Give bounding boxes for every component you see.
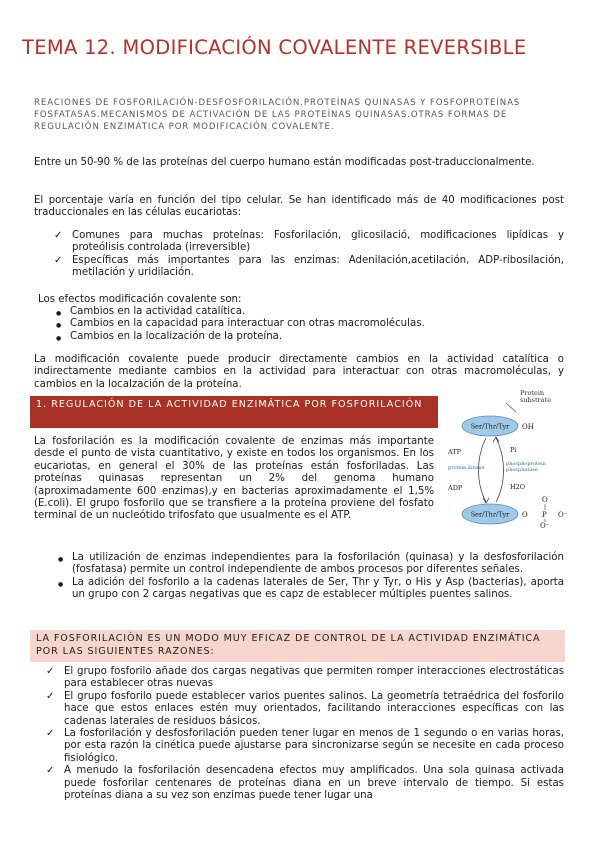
figure-phosphatase-label-1: phosphoprotein bbox=[506, 461, 546, 467]
list-item-text: Cambios en la actividad catalítica. bbox=[70, 306, 246, 317]
bullet-icon: ● bbox=[56, 334, 62, 342]
list-item-text: La fosforilación y desfosforilación pueden tener lugar en menos de 1 segundo o en varias horas, por esta razón la cinética puede ajustarse para sincronizarse según se necesite en cada proceso fisiológico. bbox=[64, 728, 564, 764]
list-item bbox=[54, 552, 564, 577]
list-item-text: Comunes para muchas proteínas: Fosforilación, glicosilació, modificaciones lipídicas y proteólisis controlada (irreversible) bbox=[72, 230, 564, 254]
list-item-text: El grupo fosforilo puede establecer varios puentes salinos. La geometría tetraédrica del fosforilo hace que estos enlaces estén muy orientados, facilitando interacciones específicas con las cadenas laterales de residuos básicos. bbox=[64, 690, 564, 727]
figure-kinase-arrowhead bbox=[483, 498, 489, 503]
bullet-icon: ● bbox=[56, 310, 62, 317]
figure-label-protein: Protein bbox=[520, 389, 545, 397]
list-item-text: Cambios en la localización de la proteína. bbox=[70, 330, 283, 342]
list-item-text: El grupo fosforilo añade dos cargas negativas que permiten romper interacciones electrostáticas para establecer otras nuevas bbox=[64, 666, 564, 690]
figure-atp: ATP bbox=[448, 448, 462, 456]
figure-water: H2O bbox=[510, 483, 526, 491]
bullet-icon: ● bbox=[58, 580, 64, 588]
effects-intro: Los efectos modificación covalente son: bbox=[38, 294, 242, 305]
figure-phosphatase-label-2: phosphatase bbox=[506, 467, 538, 473]
bullet-icon: ● bbox=[58, 556, 64, 563]
list-item-text: Específicas más importantes para las enzimas: Adenilación,acetilación, ADP-ribosilación, metilación y uridilación. bbox=[72, 254, 564, 279]
figure-o-label: O bbox=[522, 511, 528, 519]
figure-phosphatase-arrow bbox=[496, 438, 504, 502]
page-subtitle: REACIONES DE FOSFORILACIÓN-DESFOSFORILACIÓN.PROTEÍNAS QUINASAS Y FOSFOPROTEÍNAS FOSFATASAS.MECANISMOS DE ACTIVACIÓN DE LAS PROTEÍNAS QUINASAS.OTRAS FORMAS DE REGULACIÓN ENZIMÁTICA POR MODIFICACIÓN COVALENTE. bbox=[34, 98, 521, 132]
list-item-text: La utilización de enzimas independientes para la fosforilación (quinasa) y la desfosforilación (fosfatasa) permite un control independiente de ambos procesos por diferentes señales. bbox=[72, 552, 564, 576]
intro-paragraph-3: La modificación covalente puede producir directamente cambios en la actividad catalítica o indirectamente mediante cambios en la actividad para interactuar con otras macromoléculas, y cambios en la localzación de la proteína. bbox=[34, 354, 564, 390]
figure-pointer-line bbox=[506, 403, 516, 412]
bullet-icon: ● bbox=[56, 322, 62, 330]
figure-adp: ADP bbox=[448, 484, 463, 492]
figure-o-minus: O⁻ bbox=[558, 511, 568, 519]
list-item bbox=[46, 691, 564, 728]
list-item bbox=[52, 318, 552, 330]
section-2-heading: LA FOSFORILACIÒN ES UN MODO MUY EFICAZ DE CONTROL DE LA ACTIVIDAD ENZIMÁTICA POR LAS SIGUIENTES RAZONES: bbox=[30, 630, 565, 662]
figure-kinase-label: protein kinase bbox=[448, 465, 485, 471]
check-icon: ✓ bbox=[46, 666, 55, 677]
effects-list bbox=[52, 306, 552, 343]
figure-phosphatase-arrowhead bbox=[493, 437, 499, 442]
list-item bbox=[52, 331, 552, 343]
list-item bbox=[46, 765, 564, 802]
figure-o-bottom: O⁻ bbox=[540, 522, 550, 528]
section-1-paragraph: La fosforilación es la modificación covalente de enzimas más importante desde el punto de vista cuantitativo, y existe en todos los organismos. En los eucariotas, en general el 30% de las proteínas están fosforiladas. Las proteínas quinasas representan un 2% del genoma humano (aproximadamente 600 enzimas),y en bacterias aproximadamente el 1,5% (E.coli). El grupo fosforilo que se transfiere a la proteína proviene del fosfato terminal de un nucleótido trifosfato que usualmente es el ATP. bbox=[34, 436, 434, 522]
figure-top-group: OH bbox=[522, 423, 534, 431]
intro-paragraph-1: Entre un 50-90 % de las proteínas del cuerpo humano están modificadas post-traduccionalmente. bbox=[34, 157, 535, 168]
check-icon: ✓ bbox=[46, 765, 55, 777]
list-item bbox=[46, 728, 564, 765]
check-icon: ✓ bbox=[54, 230, 63, 241]
figure-top-residue: Ser/Thr/Tyr bbox=[470, 422, 510, 431]
section-1-heading: 1. REGULACIÓN DE LA ACTIVIDAD ENZIMÁTICA POR FOSFORILACIÓN bbox=[30, 396, 438, 428]
modification-checklist bbox=[54, 230, 564, 280]
check-icon: ✓ bbox=[54, 254, 63, 266]
list-item-text: Cambios en la capacidad para interactuar con otras macromoléculas. bbox=[70, 318, 425, 330]
list-item bbox=[46, 666, 564, 691]
figure-bottom-residue: Ser/Thr/Tyr bbox=[470, 510, 510, 519]
figure-p-label: P bbox=[542, 511, 547, 519]
list-item bbox=[54, 577, 564, 602]
figure-pi: Pi bbox=[510, 446, 517, 454]
page-title: TEMA 12. MODIFICACIÓN COVALENTE REVERSIBLE bbox=[22, 36, 527, 59]
list-item-text: A menudo la fosforilación desencadena efectos muy amplificados. Una sola quinasa activada puede fosforilar centenares de proteínas diana en un breve intervalo de tiempo. Si estas proteínas diana a su vez son enzimas puede tener lugar una bbox=[64, 765, 564, 802]
list-item-text: La adición del fosforilo a la cadenas laterales de Ser, Thr y Tyr, o His y Asp (bacterias), aporta un grupo con 2 cargas negativas que es capz de establecer múltiples puentes salinos. bbox=[72, 576, 564, 601]
list-item bbox=[54, 255, 564, 280]
check-icon: ✓ bbox=[46, 690, 55, 702]
section-1-bullets bbox=[54, 552, 564, 602]
figure-label-substrate: substrate bbox=[520, 396, 552, 404]
section-2-reasons bbox=[46, 666, 564, 802]
phosphorylation-cycle-figure bbox=[448, 388, 578, 528]
figure-o-top: O bbox=[542, 496, 548, 504]
check-icon: ✓ bbox=[46, 728, 55, 740]
list-item bbox=[52, 306, 552, 318]
intro-paragraph-2: El porcentaje varía en función del tipo celular. Se han identificado más de 40 modificaciones post traduccionales en las células eucariotas: bbox=[34, 195, 564, 219]
list-item bbox=[54, 230, 564, 255]
